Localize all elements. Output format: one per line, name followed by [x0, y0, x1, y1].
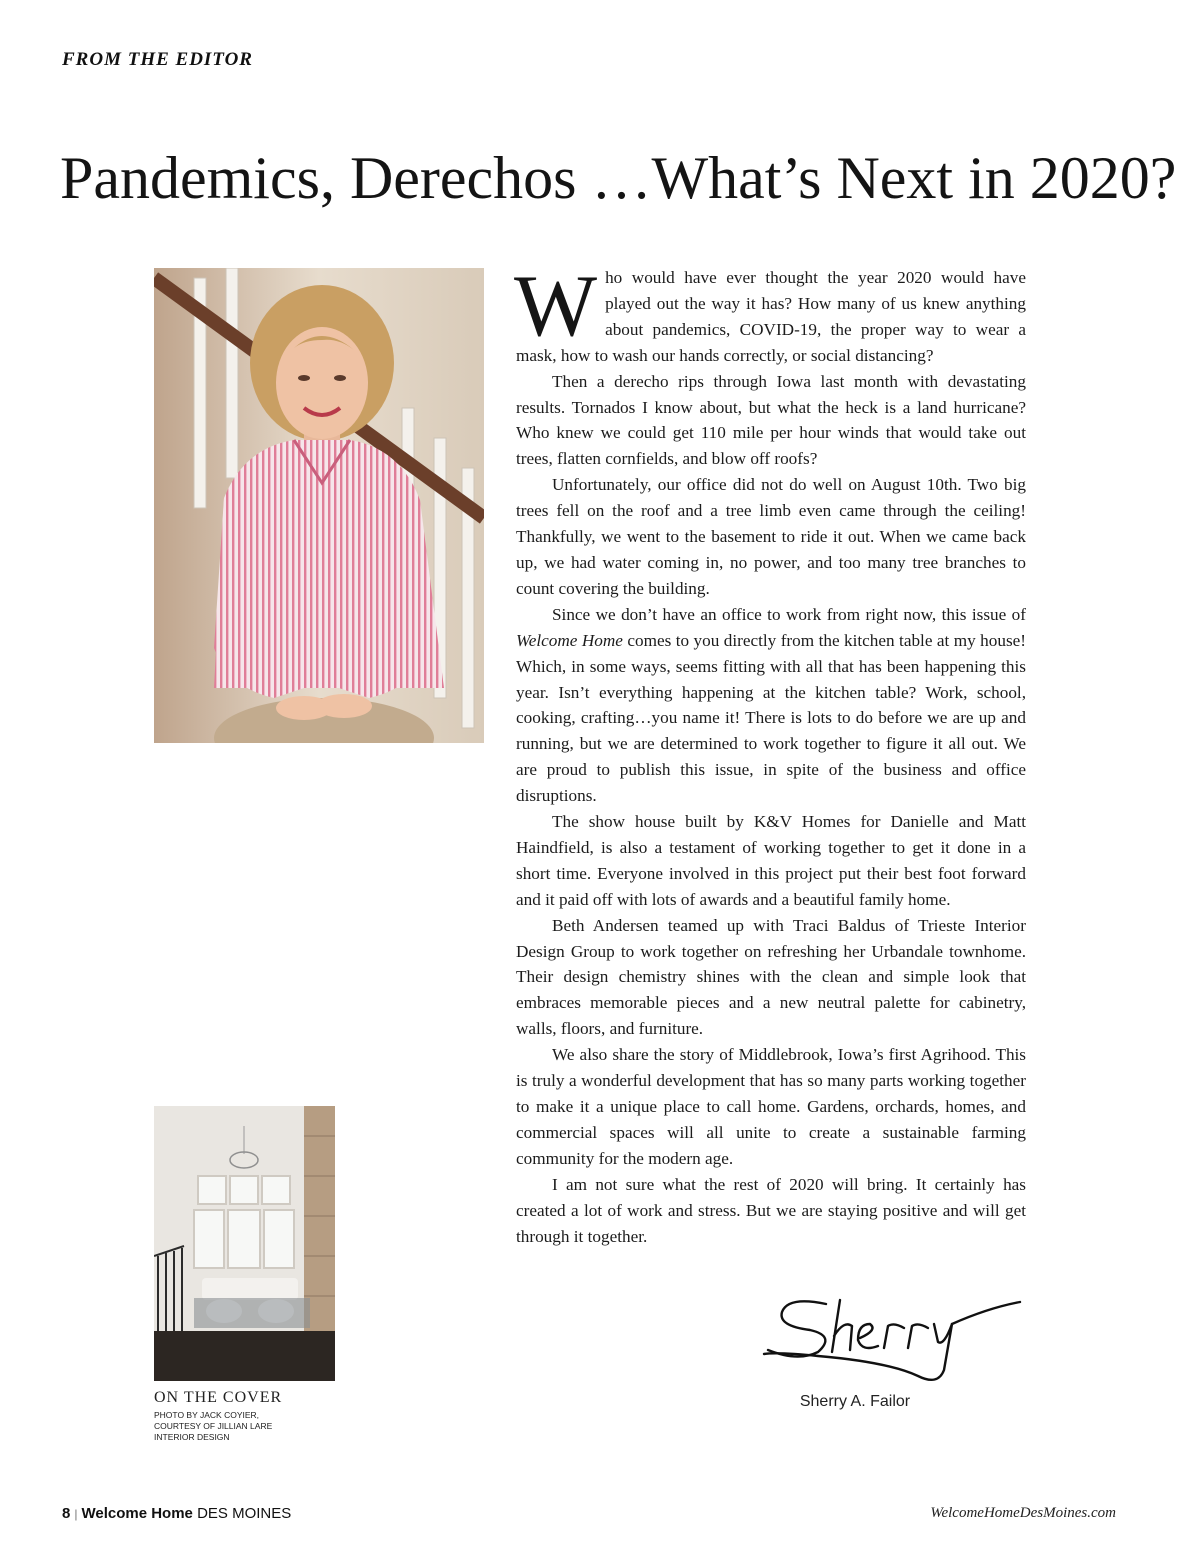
article-paragraph: Unfortunately, our office did not do well on August 10th. Two big trees fell on the roof and a tree limb even came through the ceiling! Thankfully, we went to the basement to ride it out. When we came back up, we had water coming in, no power, and too many tree branches to count covering the building. [516, 475, 1026, 598]
drop-cap: W [514, 258, 598, 355]
signature-name: Sherry A. Failor [799, 1393, 911, 1410]
page-number: 8 [62, 1505, 71, 1522]
article-paragraph: We also share the story of Middlebrook, Iowa’s first Agrihood. This is truly a wonderful development that has so many parts working together to make it a unique place to call home. Gardens, orchards, homes, and commercial spaces will all unite to create a sustainable farming community for the modern age. [516, 1045, 1026, 1168]
footer-website: WelcomeHomeDesMoines.com [930, 1505, 1116, 1521]
folio-separator: | [74, 1507, 78, 1521]
cover-photo-credit: PHOTO BY JACK COYIER, COURTESY OF JILLIAN LARE INTERIOR DESIGN [154, 1410, 273, 1442]
section-label: FROM THE EDITOR [62, 49, 253, 70]
article-paragraph: The show house built by K&V Homes for Danielle and Matt Haindfield, is also a testament of working together to get it done in a short time. Everyone involved in this project put their best foot forward and it paid off with lots of awards and a beautiful family home. [516, 812, 1026, 909]
cover-caption-title: ON THE COVER [154, 1389, 283, 1406]
article-paragraph: Then a derecho rips through Iowa last month with devastating results. Tornados I know about, but what the heck is a land hurricane? Who knew we could get 110 mile per hour winds that would take out trees, flatten cornfields, and blow off roofs? [516, 371, 1026, 469]
cover-photo [154, 1106, 335, 1381]
magazine-brand: Welcome Home [81, 1505, 193, 1522]
cover-caption [154, 1388, 344, 1443]
article-paragraph: Since we don’t have an office to work from right now, this issue of Welcome Home comes to you directly from the kitchen table at my house! Which, in some ways, seems fitting with all that has been happening this year. Isn’t everything happening at the kitchen table? Work, school, cooking, crafting…you name it! There is lots to do before we are up and running, but we are determined to work together to figure it all out. We are proud to publish this issue, in spite of the business and office disruptions. [516, 604, 1027, 806]
article-paragraph: Beth Andersen teamed up with Traci Baldus of Trieste Interior Design Group to work together on refreshing her Urbandale townhome. Their design chemistry shines with the clean and simple look that embraces memorable pieces and a new neutral palette for cabinetry, walls, floors, and furniture. [516, 915, 1026, 1039]
editor-portrait-photo [154, 268, 484, 743]
page-title: Pandemics, Derechos …What’s Next in 2020? [60, 145, 1177, 211]
footer-folio [62, 1505, 291, 1522]
article-paragraph: I am not sure what the rest of 2020 will bring. It certainly has created a lot of work and stress. But we are staying positive and will get through it together. [516, 1174, 1026, 1246]
magazine-title: Welcome Home [516, 630, 623, 650]
article-body [514, 258, 1027, 1249]
magazine-city: DES MOINES [197, 1505, 292, 1522]
signature-image [758, 1290, 1028, 1390]
article-paragraph: Who would have ever thought the year 2020 would have played out the way it has? How many of us knew anything about pandemics, COVID-19, the proper way to wear a mask, how to wash our hands correctly, or social distancing? [514, 258, 1026, 365]
